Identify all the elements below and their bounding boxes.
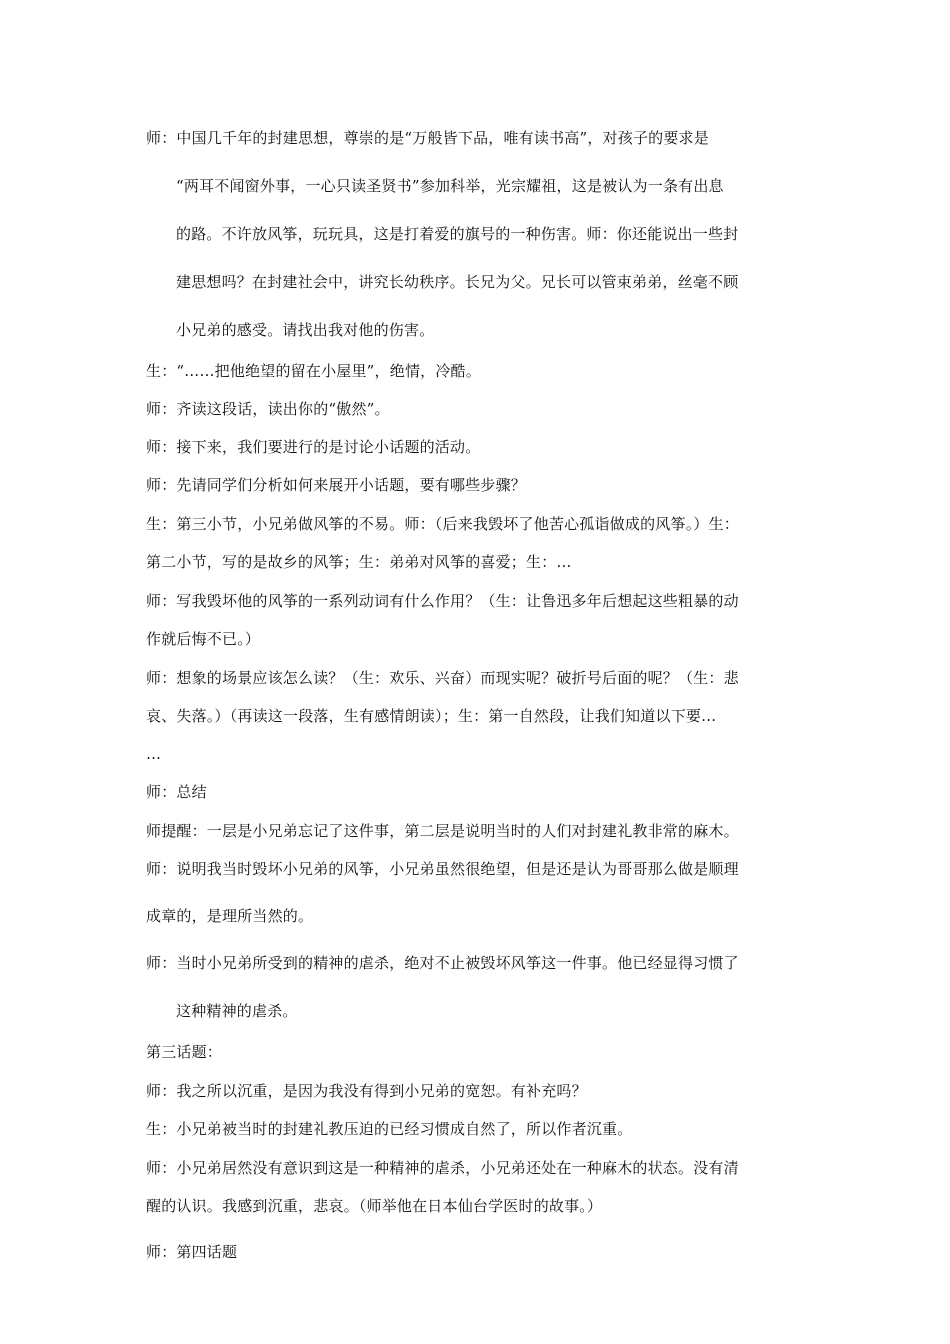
text-line: “两耳不闻窗外事，一心只读圣贤书”参加科举，光宗耀祖，这是被认为一条有出息 <box>176 177 724 195</box>
text-line: 作就后悔不已。） <box>146 630 261 648</box>
text-line: 生：“……把他绝望的留在小屋里”，绝情，冷酷。 <box>146 362 481 380</box>
text-line: 师：先请同学们分析如何来展开小话题，要有哪些步骤？ <box>146 476 527 494</box>
text-line: 师：我之所以沉重，是因为我没有得到小兄弟的宽恕。有补充吗？ <box>146 1082 587 1100</box>
text-line: 师：当时小兄弟所受到的精神的虐杀，绝对不止被毁坏风筝这一件事。他已经显得习惯了 <box>146 954 739 972</box>
text-line: 师：接下来，我们要进行的是讨论小话题的活动。 <box>146 438 481 456</box>
text-line: 师：小兄弟居然没有意识到这是一种精神的虐杀，小兄弟还处在一种麻木的状态。没有清 <box>146 1159 739 1177</box>
text-line: 师：总结 <box>146 783 207 801</box>
text-line: 醒的认识。我感到沉重，悲哀。（师举他在日本仙台学医时的故事。） <box>146 1197 603 1215</box>
text-line: 师：说明我当时毁坏小兄弟的风筝，小兄弟虽然很绝望，但是还是认为哥哥那么做是顺理 <box>146 860 739 878</box>
text-line: 的路。不许放风筝，玩玩具，这是打着爱的旗号的一种伤害。师：你还能说出一些封 <box>176 225 739 243</box>
text-line: 哀、失落。）（再读这一段落，生有感情朗读）；生：第一自然段，让我们知道以下要… <box>146 707 717 725</box>
text-line: 生：小兄弟被当时的封建礼教压迫的已经习惯成自然了，所以作者沉重。 <box>146 1120 633 1138</box>
text-line: 师提醒：一层是小兄弟忘记了这件事，第二层是说明当时的人们对封建礼教非常的麻木。 <box>146 822 739 840</box>
text-line: 建思想吗？在封建社会中，讲究长幼秩序。长兄为父。兄长可以管束弟弟，丝毫不顾 <box>176 273 739 291</box>
text-line: 小兄弟的感受。请找出我对他的伤害。 <box>176 321 435 339</box>
text-line: 第二小节，写的是故乡的风筝；生：弟弟对风筝的喜爱；生：… <box>146 553 572 571</box>
text-line: 师：想象的场景应该怎么读？（生：欢乐、兴奋）而现实呢？破折号后面的呢？（生：悲 <box>146 669 739 687</box>
text-line: 第三话题： <box>146 1043 223 1061</box>
text-line: 师：第四话题 <box>146 1243 238 1261</box>
text-line: 成章的，是理所当然的。 <box>146 907 314 925</box>
text-line: … <box>146 745 162 763</box>
text-line: 这种精神的虐杀。 <box>176 1002 298 1020</box>
text-line: 师：写我毁坏他的风筝的一系列动词有什么作用？（生：让鲁迅多年后想起这些粗暴的动 <box>146 592 739 610</box>
text-line: 生：第三小节，小兄弟做风筝的不易。师：（后来我毁坏了他苦心孤诣做成的风筝。）生： <box>146 515 740 533</box>
text-line: 师：齐读这段话，读出你的“傲然”。 <box>146 400 390 418</box>
text-line: 师：中国几千年的封建思想，尊崇的是“万般皆下品，唯有读书高”，对孩子的要求是 <box>146 129 709 147</box>
